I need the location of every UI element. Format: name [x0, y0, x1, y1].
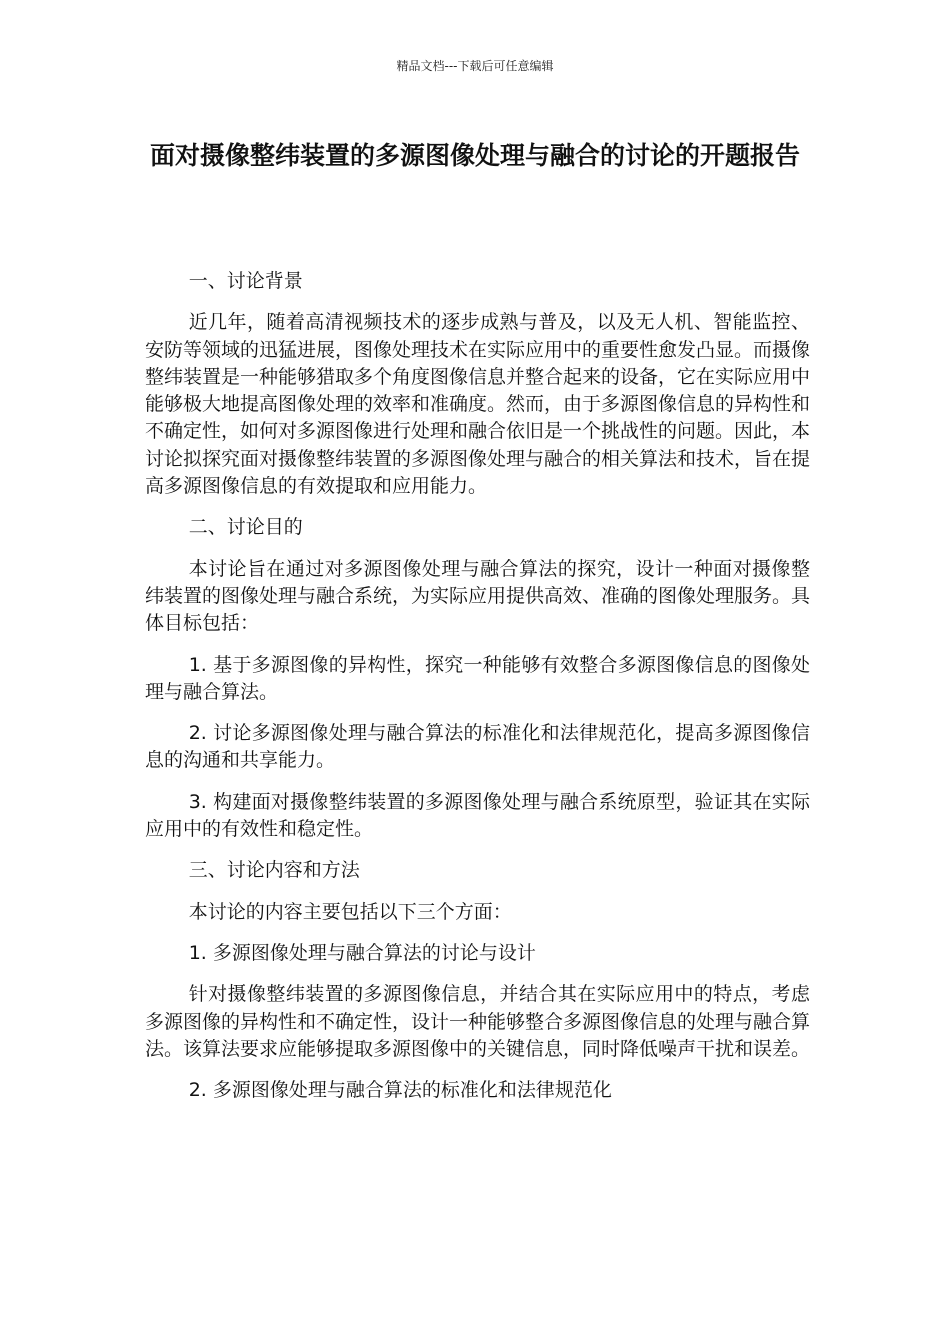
list-item-goal-2: 2. 讨论多源图像处理与融合算法的标准化和法律规范化，提高多源图像信息的沟通和共享能力。	[145, 722, 810, 772]
document-body	[145, 268, 810, 1104]
list-item-goal-3: 3. 构建面对摄像整纬装置的多源图像处理与融合系统原型，验证其在实际应用中的有效性和稳定性。	[145, 790, 810, 841]
list-item-goal-1: 1. 基于多源图像的异构性，探究一种能够有效整合多源图像信息的图像处理与融合算法。	[145, 653, 810, 703]
subheading-methods-1: 1. 多源图像处理与融合算法的讨论与设计	[188, 941, 536, 964]
section-heading-methods: 三、讨论内容和方法	[188, 859, 360, 882]
paragraph-purpose: 本讨论旨在通过对多源图像处理与融合算法的探究，设计一种面对摄像整纬装置的图像处理与融合系统，为实际应用提供高效、准确的图像处理服务。具体目标包括：	[145, 557, 811, 635]
header-note: 精品文档---下载后可任意编辑	[396, 59, 554, 73]
paragraph-background: 近几年，随着高清视频技术的逐步成熟与普及，以及无人机、智能监控、安防等领域的迅猛进展，图像处理技术在实际应用中的重要性愈发凸显。而摄像整纬装置是一种能够猎取多个角度图像信息并整合起来的设备，它在实际应用中能够极大地提高图像处理的效率和准确度。然而，由于多源图像信息的异构性和不确定性，如何对多源图像进行处理和融合依旧是一个挑战性的问题。因此，本讨论拟探究面对摄像整纬装置的多源图像处理与融合的相关算法和技术，旨在提高多源图像信息的有效提取和应用能力。	[145, 311, 811, 498]
paragraph-methods-1: 针对摄像整纬装置的多源图像信息，并结合其在实际应用中的特点，考虑多源图像的异构性和不确定性，设计一种能够整合多源图像信息的处理与融合算法。该算法要求应能够提取多源图像中的关键信息，同时降低噪声干扰和误差。	[145, 983, 811, 1060]
paragraph-methods-intro: 本讨论的内容主要包括以下三个方面：	[188, 900, 512, 923]
section-heading-purpose: 二、讨论目的	[188, 516, 303, 539]
section-heading-background: 一、讨论背景	[188, 270, 303, 292]
document-title: 面对摄像整纬装置的多源图像处理与融合的讨论的开题报告	[149, 141, 800, 170]
subheading-methods-2: 2. 多源图像处理与融合算法的标准化和法律规范化	[188, 1079, 612, 1102]
